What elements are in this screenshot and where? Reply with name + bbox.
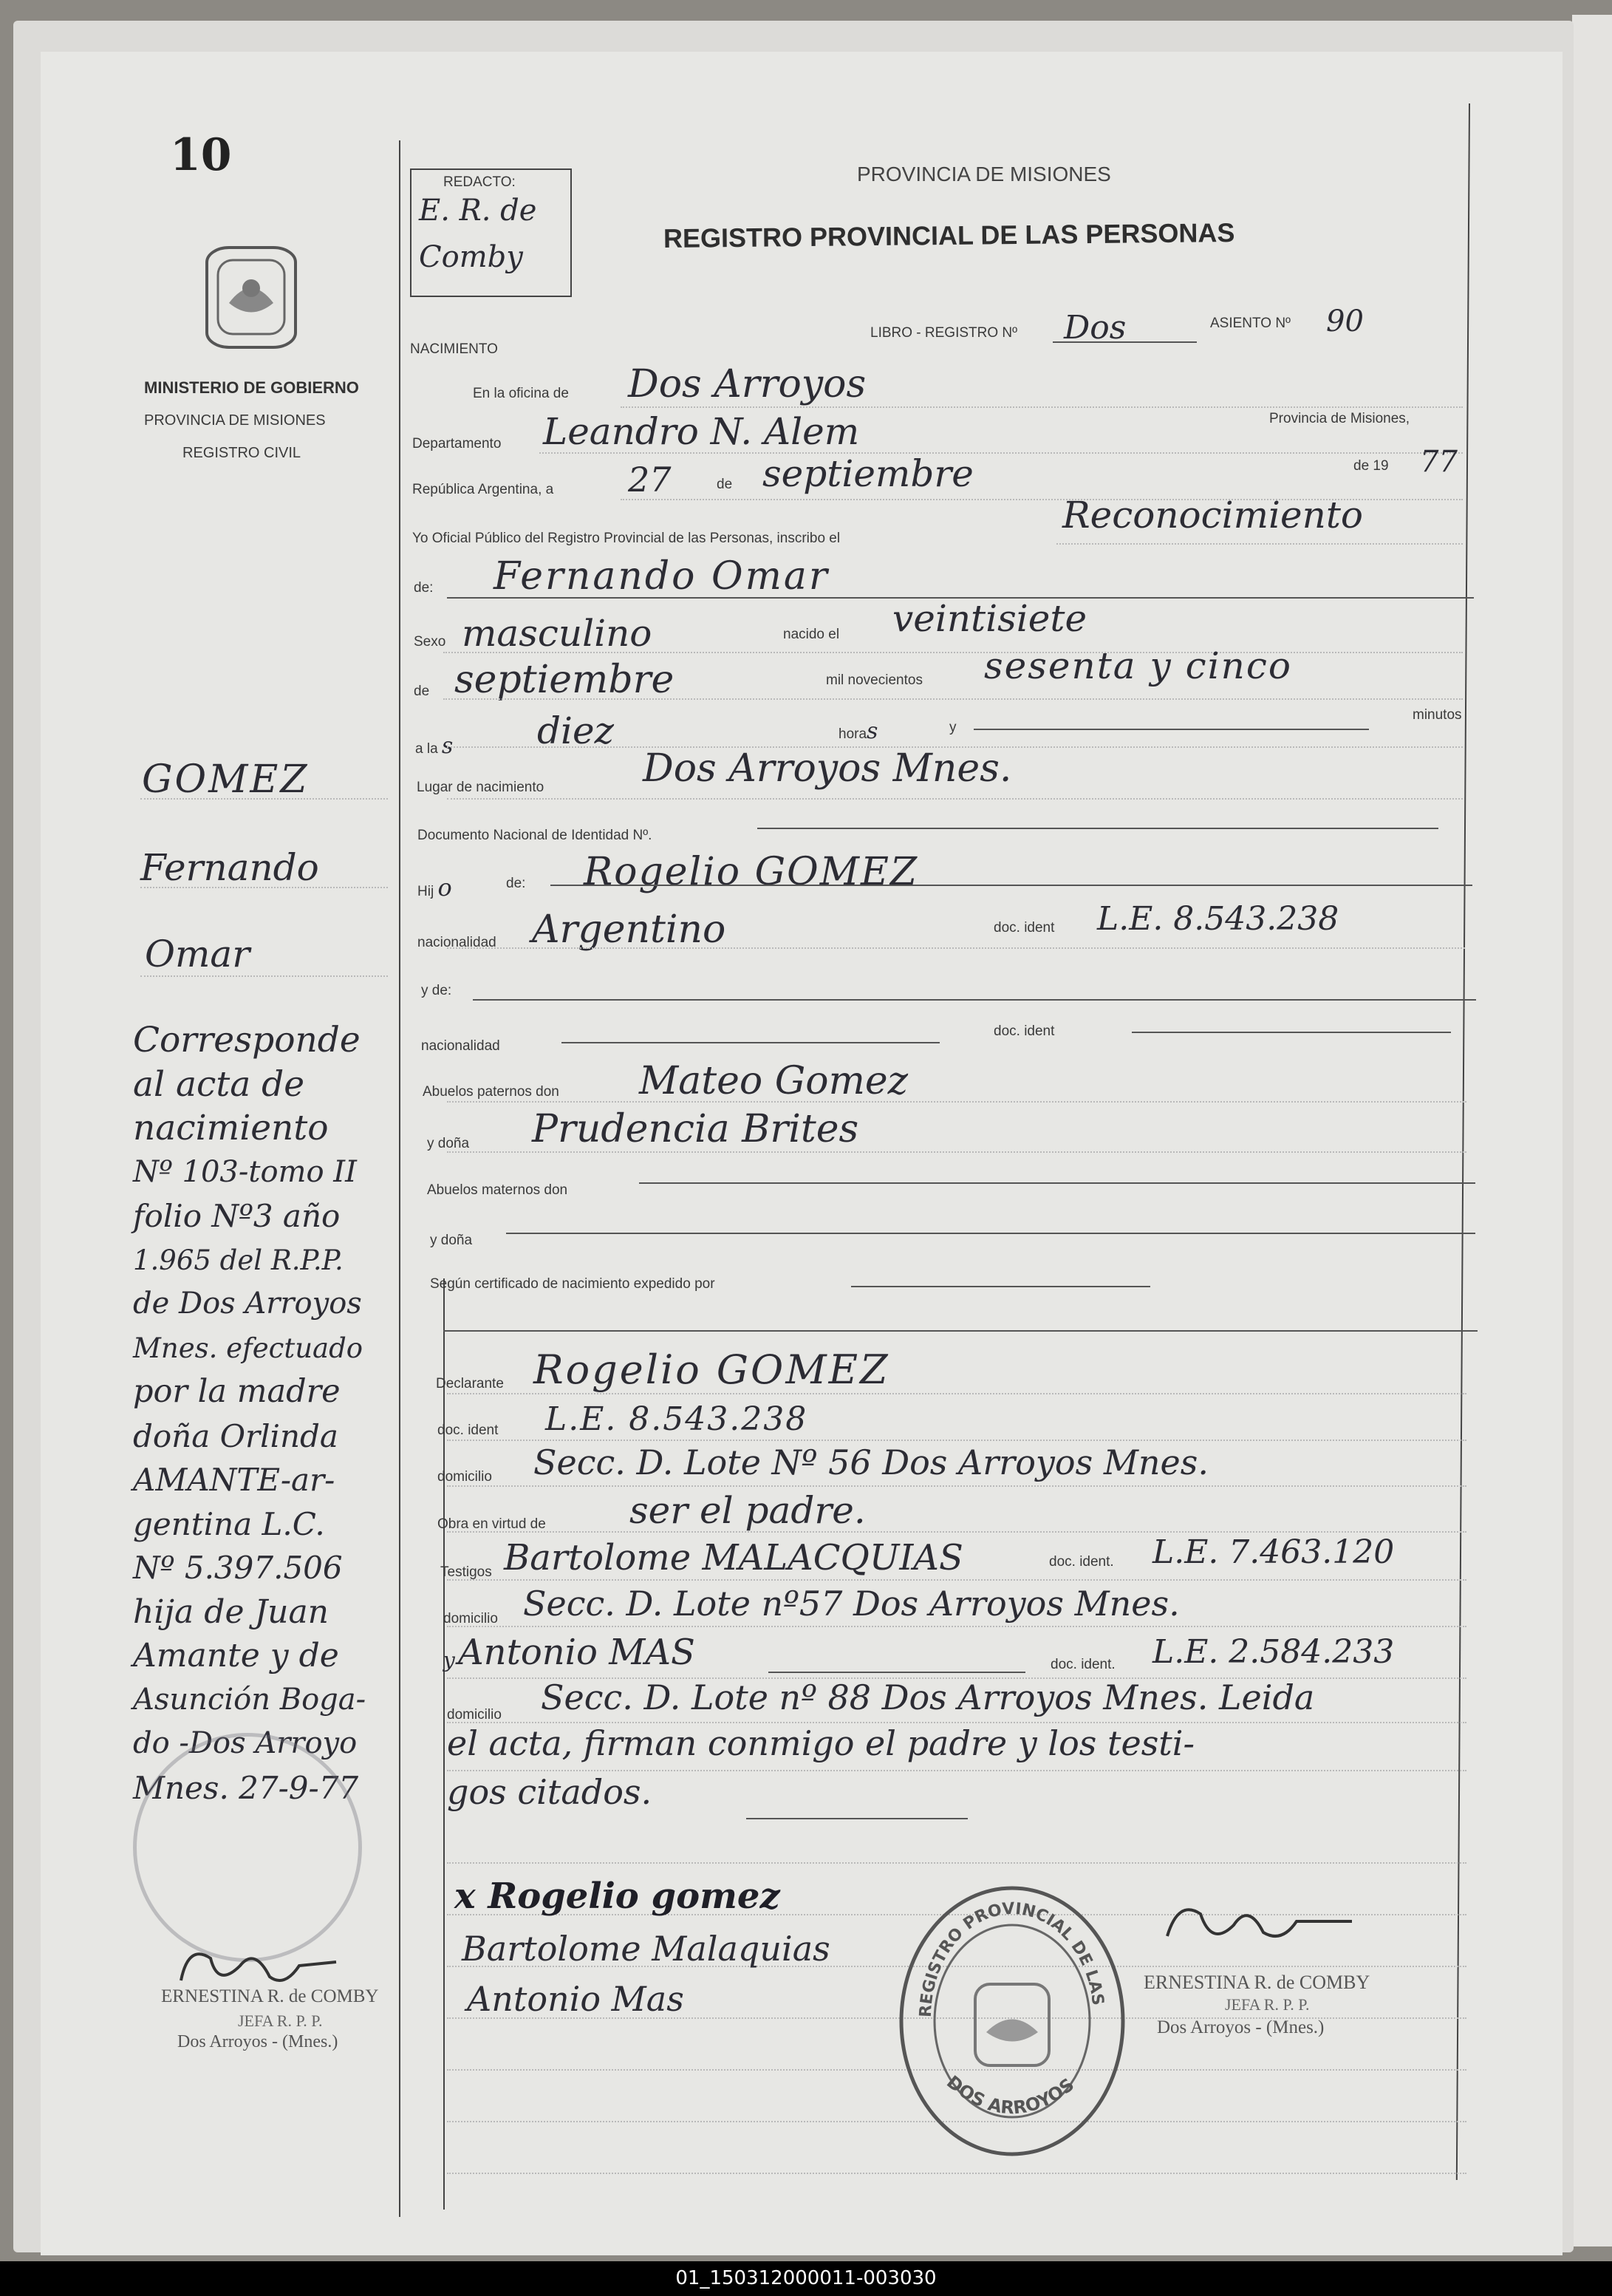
horas-prefix: hora bbox=[839, 726, 867, 742]
libro-line bbox=[1053, 341, 1197, 343]
abuelo-materno-line bbox=[639, 1182, 1475, 1184]
act-type-value: Reconocimiento bbox=[1062, 494, 1364, 536]
sexo-line bbox=[443, 652, 1463, 653]
ministry-office: REGISTRO CIVIL bbox=[182, 445, 301, 461]
left-official-place: Dos Arroyos - (Mnes.) bbox=[177, 2032, 338, 2051]
certificado-label: Según certificado de nacimiento expedido por bbox=[430, 1276, 715, 1292]
horas-label bbox=[839, 718, 878, 744]
doc-ident3-label: doc. ident bbox=[437, 1423, 499, 1438]
hijo-label bbox=[417, 873, 452, 902]
mother-doc-line bbox=[1132, 1032, 1451, 1033]
horas-suffix: s bbox=[867, 718, 878, 744]
departamento-label: Departamento bbox=[412, 436, 502, 452]
declarante-doc: L.E. 8.543.238 bbox=[545, 1400, 808, 1438]
domicilio-line bbox=[447, 1485, 1466, 1487]
birth-month: septiembre bbox=[454, 658, 674, 702]
testigo1-line bbox=[447, 1579, 1466, 1581]
minutos-label: minutos bbox=[1413, 707, 1462, 723]
testigo1-domicilio: Secc. D. Lote nº57 Dos Arroyos Mnes. bbox=[523, 1584, 1180, 1624]
names-value: Fernando Omar bbox=[493, 554, 830, 599]
certificado-line2 bbox=[443, 1330, 1478, 1332]
lugar-label: Lugar de nacimiento bbox=[417, 780, 544, 795]
doc-ident2-label: doc. ident bbox=[994, 1023, 1055, 1039]
father-nat-line bbox=[447, 947, 1465, 949]
signer2-signature: Bartolome Malaquias bbox=[462, 1929, 830, 1969]
hora-value: diez bbox=[537, 709, 614, 752]
stamp-bottom-text: DOS ARROYOS bbox=[943, 2071, 1079, 2119]
margin-note-line: Nº 5.397.506 bbox=[133, 1550, 343, 1586]
margin-firstname: Fernando bbox=[140, 846, 319, 889]
declarante-domicilio: Secc. D. Lote Nº 56 Dos Arroyos Mnes. bbox=[533, 1442, 1209, 1482]
abuelos-maternos-label: Abuelos maternos don bbox=[427, 1182, 568, 1198]
declarante-value: Rogelio GOMEZ bbox=[533, 1346, 890, 1393]
blank-line-7 bbox=[447, 2173, 1466, 2174]
doc-ident4-label: doc. ident. bbox=[1049, 1554, 1114, 1570]
nacionalidad-label: nacionalidad bbox=[417, 935, 496, 950]
asiento-value: 90 bbox=[1326, 304, 1364, 338]
de3-label: de bbox=[414, 684, 430, 699]
oficina-value: Dos Arroyos bbox=[628, 362, 867, 406]
margin-line-1 bbox=[140, 798, 388, 800]
abuelos-paternos-label: Abuelos paternos don bbox=[423, 1084, 559, 1100]
closing-line-2: el acta, firman conmigo el padre y los testi- bbox=[447, 1723, 1195, 1763]
declarante-doc-line bbox=[447, 1440, 1466, 1441]
stamp-ring-text: REGISTRO PROVINCIAL DE LAS bbox=[916, 1899, 1107, 2018]
year-value: 77 bbox=[1420, 445, 1458, 479]
oficial-line bbox=[1056, 543, 1463, 545]
father-line bbox=[550, 885, 1472, 886]
father-nationality: Argentino bbox=[532, 907, 726, 952]
departamento-line bbox=[539, 452, 1463, 454]
margin-middlename: Omar bbox=[145, 933, 250, 975]
ydona2-label: y doña bbox=[430, 1233, 473, 1248]
libro-label: LIBRO - REGISTRO Nº bbox=[870, 325, 1018, 341]
oficina-line bbox=[621, 406, 1463, 408]
doc-ident5-label: doc. ident. bbox=[1051, 1657, 1116, 1672]
margin-note-line: gentina L.C. bbox=[133, 1505, 325, 1542]
margin-note-line: Mnes. efectuado bbox=[133, 1332, 363, 1364]
testigo1-value: Bartolome MALACQUIAS bbox=[504, 1537, 963, 1578]
registry-round-stamp bbox=[887, 1862, 1138, 2165]
declarante-label: Declarante bbox=[436, 1376, 504, 1391]
obra-label: Obra en virtud de bbox=[437, 1516, 546, 1532]
hijo-de-label: de: bbox=[506, 876, 526, 891]
domicilio3-label: domicilio bbox=[447, 1707, 502, 1723]
ministry-province: PROVINCIA DE MISIONES bbox=[144, 412, 326, 429]
page-number: 10 bbox=[170, 129, 232, 181]
margin-note-line: nacimiento bbox=[133, 1108, 329, 1148]
y-label: y bbox=[949, 720, 957, 735]
y-testigo2-prefix: y bbox=[443, 1648, 455, 1672]
signer3-signature: Antonio Mas bbox=[467, 1979, 684, 2019]
footer-caption: 01_150312000011-003030 bbox=[675, 2267, 937, 2289]
closing2-line bbox=[447, 1770, 1466, 1771]
day-value: 27 bbox=[628, 460, 672, 500]
redacto-label: REDACTO: bbox=[443, 174, 516, 190]
margin-note-line: Asunción Boga- bbox=[133, 1682, 366, 1717]
left-official-name: ERNESTINA R. de COMBY bbox=[161, 1986, 379, 2006]
ydona-label: y doña bbox=[427, 1136, 470, 1151]
right-official-place: Dos Arroyos - (Mnes.) bbox=[1157, 2017, 1325, 2037]
testigo2-doc: L.E. 2.584.233 bbox=[1152, 1633, 1395, 1671]
abuela-paterna-line bbox=[447, 1151, 1466, 1153]
margin-note-line: de Dos Arroyos bbox=[133, 1287, 362, 1321]
lugar-value: Dos Arroyos Mnes. bbox=[643, 746, 1012, 791]
dni-line bbox=[757, 828, 1438, 829]
departamento-value: Leandro N. Alem bbox=[543, 410, 860, 453]
domicilio2-label: domicilio bbox=[443, 1611, 498, 1626]
month-value: septiembre bbox=[762, 452, 974, 495]
nacido-label: nacido el bbox=[783, 627, 840, 642]
margin-note-line: 1.965 del R.P.P. bbox=[133, 1244, 344, 1276]
year-label: de 19 bbox=[1353, 458, 1389, 474]
sexo-label: Sexo bbox=[414, 634, 446, 650]
yde-label: y de: bbox=[421, 983, 452, 998]
asiento-label: ASIENTO Nº bbox=[1210, 316, 1291, 331]
oficina-label: En la oficina de bbox=[473, 386, 569, 401]
father-doc: L.E. 8.543.238 bbox=[1097, 900, 1339, 938]
right-official-title: JEFA R. P. P. bbox=[1225, 1995, 1310, 2014]
margin-note-line: Mnes. 27-9-77 bbox=[133, 1769, 359, 1806]
margin-note-line: Corresponde bbox=[133, 1020, 361, 1060]
birth-month-line bbox=[443, 698, 1463, 700]
abuelo-paterno-line bbox=[447, 1101, 1466, 1103]
margin-note-line: AMANTE-ar- bbox=[133, 1462, 335, 1498]
sexo-value: masculino bbox=[462, 612, 652, 655]
doc-ident-label: doc. ident bbox=[994, 920, 1055, 936]
oficial-text: Yo Oficial Público del Registro Provincial de las Personas, inscribo el bbox=[412, 531, 841, 546]
inner-rule bbox=[443, 1278, 445, 2210]
abuela-materna-line bbox=[506, 1233, 1475, 1234]
right-official-name: ERNESTINA R. de COMBY bbox=[1144, 1972, 1370, 1993]
left-official-title: JEFA R. P. P. bbox=[238, 2011, 323, 2030]
provincia-label: Provincia de Misiones, bbox=[1269, 411, 1410, 426]
certificado-line bbox=[851, 1286, 1150, 1287]
header-province: PROVINCIA DE MISIONES bbox=[857, 163, 1111, 185]
closing-line-3: gos citados. bbox=[447, 1772, 652, 1812]
margin-note-line: Amante y de bbox=[133, 1637, 339, 1675]
abuela-paterna: Prudencia Brites bbox=[532, 1107, 859, 1151]
closing3-line bbox=[746, 1818, 968, 1819]
testigo1-dom-line bbox=[447, 1626, 1466, 1627]
hijo-suffix: o bbox=[437, 873, 452, 902]
nacimiento-label: NACIMIENTO bbox=[410, 341, 498, 357]
redacto-line1: E. R. de bbox=[419, 194, 537, 228]
republica-label: República Argentina, a bbox=[412, 482, 554, 497]
obra-value: ser el padre. bbox=[629, 1489, 866, 1532]
next-page-edge bbox=[1572, 15, 1612, 2246]
birth-year: sesenta y cinco bbox=[984, 644, 1292, 687]
de2-label: de: bbox=[414, 580, 434, 596]
right-official-signature bbox=[1152, 1892, 1374, 1969]
margin-line-3 bbox=[140, 975, 388, 977]
alas-suffix: s bbox=[441, 733, 454, 759]
margin-line-2 bbox=[140, 887, 388, 888]
mil-label: mil novecientos bbox=[826, 672, 923, 688]
de-label: de bbox=[717, 477, 733, 492]
header-title: REGISTRO PROVINCIAL DE LAS PERSONAS bbox=[663, 217, 1235, 254]
ministry-name: MINISTERIO DE GOBIERNO bbox=[144, 378, 359, 397]
obra-line bbox=[447, 1531, 1466, 1533]
mother-line bbox=[473, 999, 1476, 1001]
margin-note bbox=[133, 1018, 425, 1810]
testigo1-doc: L.E. 7.463.120 bbox=[1152, 1533, 1395, 1571]
margin-note-line: por la madre bbox=[133, 1373, 341, 1410]
margin-note-line: doña Orlinda bbox=[133, 1417, 338, 1454]
libro-value: Dos bbox=[1064, 309, 1127, 347]
declarante-line bbox=[447, 1393, 1466, 1394]
alas-prefix: a la bbox=[415, 741, 438, 757]
minutos-line bbox=[974, 729, 1369, 730]
nacionalidad2-label: nacionalidad bbox=[421, 1038, 500, 1054]
margin-note-line: hija de Juan bbox=[133, 1592, 329, 1631]
margin-note-line: do -Dos Arroyo bbox=[133, 1726, 358, 1760]
father-name: Rogelio GOMEZ bbox=[584, 850, 919, 894]
dni-label: Documento Nacional de Identidad Nº. bbox=[417, 828, 652, 843]
margin-note-line: al acta de bbox=[133, 1063, 305, 1105]
signer1-signature: x Rogelio gomez bbox=[454, 1876, 780, 1917]
mother-nat-line bbox=[561, 1042, 940, 1043]
nacido-value: veintisiete bbox=[892, 597, 1087, 640]
redacto-line2: Comby bbox=[419, 240, 523, 274]
domicilio-label: domicilio bbox=[437, 1469, 492, 1485]
hijo-prefix: Hij bbox=[417, 884, 434, 899]
ministry-seal bbox=[199, 244, 303, 355]
left-faint-stamp bbox=[133, 1733, 362, 1962]
lugar-line bbox=[447, 798, 1463, 800]
testigos-label: Testigos bbox=[440, 1564, 492, 1580]
margin-note-line: Nº 103-tomo II bbox=[133, 1154, 357, 1189]
testigo2-line bbox=[768, 1672, 1025, 1673]
abuelo-paterno: Mateo Gomez bbox=[639, 1059, 909, 1103]
margin-surname: GOMEZ bbox=[142, 757, 310, 802]
margin-note-line: folio Nº3 año bbox=[133, 1198, 341, 1234]
testigo2-domicilio: Secc. D. Lote nº 88 Dos Arroyos Mnes. Leida bbox=[541, 1677, 1315, 1717]
testigo2-value: Antonio MAS bbox=[458, 1632, 695, 1673]
